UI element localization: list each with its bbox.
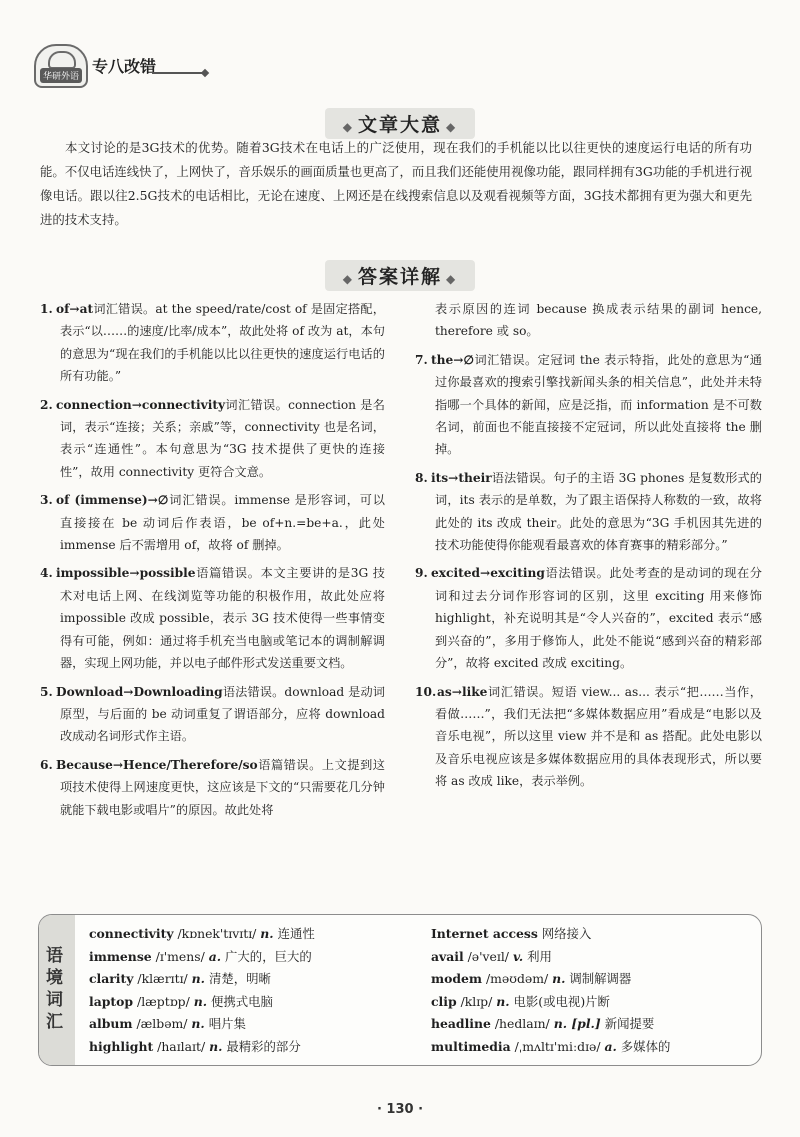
answer-item: 2. connection→connectivity词汇错误。connection 是名词，表示“连接；关系；亲戚”等，connectivity 也是名词，表示“连通性”。本句意思为“3G 技术提供了更快的连接性”，故用 connectivity 更符合文意。 bbox=[40, 397, 385, 479]
vocab-entry: clarity /klærɪtɪ/ n. 清楚，明晰 bbox=[89, 971, 271, 986]
header-divider bbox=[152, 72, 202, 74]
diamond-icon: ◆ bbox=[342, 272, 354, 286]
summary-paragraph: 本文讨论的是3G技术的优势。随着3G技术在电话上的广泛使用，现在我们的手机能以比以往更快的速度运行电话的所有功能。不仅电话连线快了，上网快了，音乐娱乐的画面质量也更高了，而且我们还能使用视像功能，跟同样拥有3G功能的手机进行视像电话。跟以往2.5G技术的电话相比，无论在速度、上网还是在线搜索信息以及观看视频等方面，3G技术都拥有更为强大和更先进的技术支持。 bbox=[40, 140, 752, 227]
diamond-icon: ◆ bbox=[342, 120, 354, 134]
vocabulary-left-column bbox=[89, 923, 419, 1058]
vocab-entry: highlight /haɪlaɪt/ n. 最精彩的部分 bbox=[89, 1038, 301, 1054]
vocab-entry: headline /hedlaɪn/ n. [pl.] 新闻提要 bbox=[431, 1016, 655, 1031]
answers-left-column bbox=[40, 298, 385, 827]
answer-item: 6. Because→Hence/Therefore/so语篇错误。上文提到这项技术使得上网速度更快，这应该是下文的“只需要花几分钟就能下载电影或唱片”的原因。故此处将 bbox=[40, 757, 385, 817]
answer-item: 10.as→like词汇错误。短语 view... as... 表示“把……当作，看做……”，我们无法把“多媒体数据应用”看成是“电影以及音乐电视”，所以这里 view 并不是和 as 搭配。此处电影以及音乐电视应该是多媒体数据应用的具体表现形式，所以要将 as 改成 like，表示举例。 bbox=[415, 684, 762, 789]
diamond-icon: ◆ bbox=[446, 120, 458, 134]
vocab-entry: multimedia /ˌmʌltɪ'miːdɪə/ a. 多媒体的 bbox=[431, 1038, 671, 1054]
answer-item-continuation: 表示原因的连词 because 换成表示结果的副词 hence, therefore 或 so。 bbox=[435, 302, 762, 339]
page-number: · 130 · bbox=[376, 1102, 424, 1117]
vocab-entry: avail /ə'veɪl/ v. 利用 bbox=[431, 948, 552, 964]
vocab-entry: Internet access 网络接入 bbox=[431, 926, 592, 941]
vocabulary-label-tab bbox=[39, 915, 75, 1065]
answer-item: 8. its→their语法错误。句子的主语 3G phones 是复数形式的词，its 表示的是单数，为了跟主语保持人称数的一致，故将此处的 its 改成 their。此处的意思为“3G 手机因其先进的技术功能使得你能观看最喜欢的体育赛事的精彩部分。” bbox=[415, 470, 762, 553]
answer-item: 5. Download→Downloading语法错误。download 是动词原型，与后面的 be 动词重复了谓语部分，应将 download 改成动名词形式作主语。 bbox=[40, 684, 385, 744]
vocabulary-label: 语境词汇 bbox=[46, 946, 63, 1032]
vocab-entry: connectivity /kɒnek'tɪvɪtɪ/ n. 连通性 bbox=[89, 926, 315, 941]
logo-text: 华研外语 bbox=[40, 68, 82, 83]
vocab-entry: clip /klɪp/ n. 电影(或电视)片断 bbox=[431, 993, 610, 1009]
logo-mascot-icon bbox=[48, 51, 76, 69]
vocab-entry: laptop /læptɒp/ n. 便携式电脑 bbox=[89, 993, 273, 1009]
answers-right-column bbox=[415, 298, 762, 799]
answer-item: 4. impossible→possible语篇错误。本文主要讲的是3G 技术对电话上网、在线浏览等功能的积极作用，故此处应将 impossible 改成 possible，表示 3G 技术使得一些事情变得有可能，例如：通过将手机充当电脑或笔记本的调制解调器，实现上网功能，并以电子邮件形式发送重要文档。 bbox=[40, 566, 385, 671]
vocab-entry: immense /ɪ'mens/ a. 广大的，巨大的 bbox=[89, 948, 312, 964]
summary-section-title bbox=[0, 108, 800, 138]
diamond-icon: ◆ bbox=[446, 272, 458, 286]
answers-section-title bbox=[0, 260, 800, 290]
answer-item: 3. of (immense)→∅词汇错误。immense 是形容词，可以直接接在 be 动词后作表语，be of+n.=be+a.，此处 immense 后不需增用 of，故将 of 删掉。 bbox=[40, 493, 385, 553]
publisher-logo bbox=[34, 44, 88, 88]
vocabulary-box bbox=[38, 914, 762, 1066]
vocab-entry: modem /məʊdəm/ n. 调制解调器 bbox=[431, 971, 632, 986]
answer-item: 7. the→∅词汇错误。定冠词 the 表示特指，此处的意思为“通过你最喜欢的搜索引擎找新闻头条的相关信息”，此处并未特指哪一个具体的新闻，应是泛指，而 information 是不可数名词，前面也不能直接接不定冠词，所以此处直接将 the 删掉。 bbox=[415, 352, 762, 457]
vocab-entry: album /ælbəm/ n. 唱片集 bbox=[89, 1016, 246, 1031]
answer-item: 1. of→at词汇错误。at the speed/rate/cost of 是固定搭配，表示“以……的速度/比率/成本”，故此处将 of 改为 at，本句的意思为“现在我们的手机能以比以往更快的速度运行电话的所有功能。” bbox=[40, 302, 385, 384]
page-header bbox=[34, 40, 774, 88]
summary-title: 文章大意 bbox=[357, 114, 442, 136]
answer-item: 9. excited→exciting语法错误。此处考查的是动词的现在分词和过去分词作形容词的区别，这里 exciting 用来修饰 highlight，补充说明其是“令人兴奋的”，excited 表示“感到兴奋的”，多用于修饰人，此处不能说“感到兴奋的精彩部分”，故将 excited 改成 exciting。 bbox=[415, 566, 762, 671]
answers-title: 答案详解 bbox=[357, 266, 442, 288]
vocabulary-right-column bbox=[431, 923, 761, 1058]
header-title: 专八改错 bbox=[92, 57, 157, 76]
